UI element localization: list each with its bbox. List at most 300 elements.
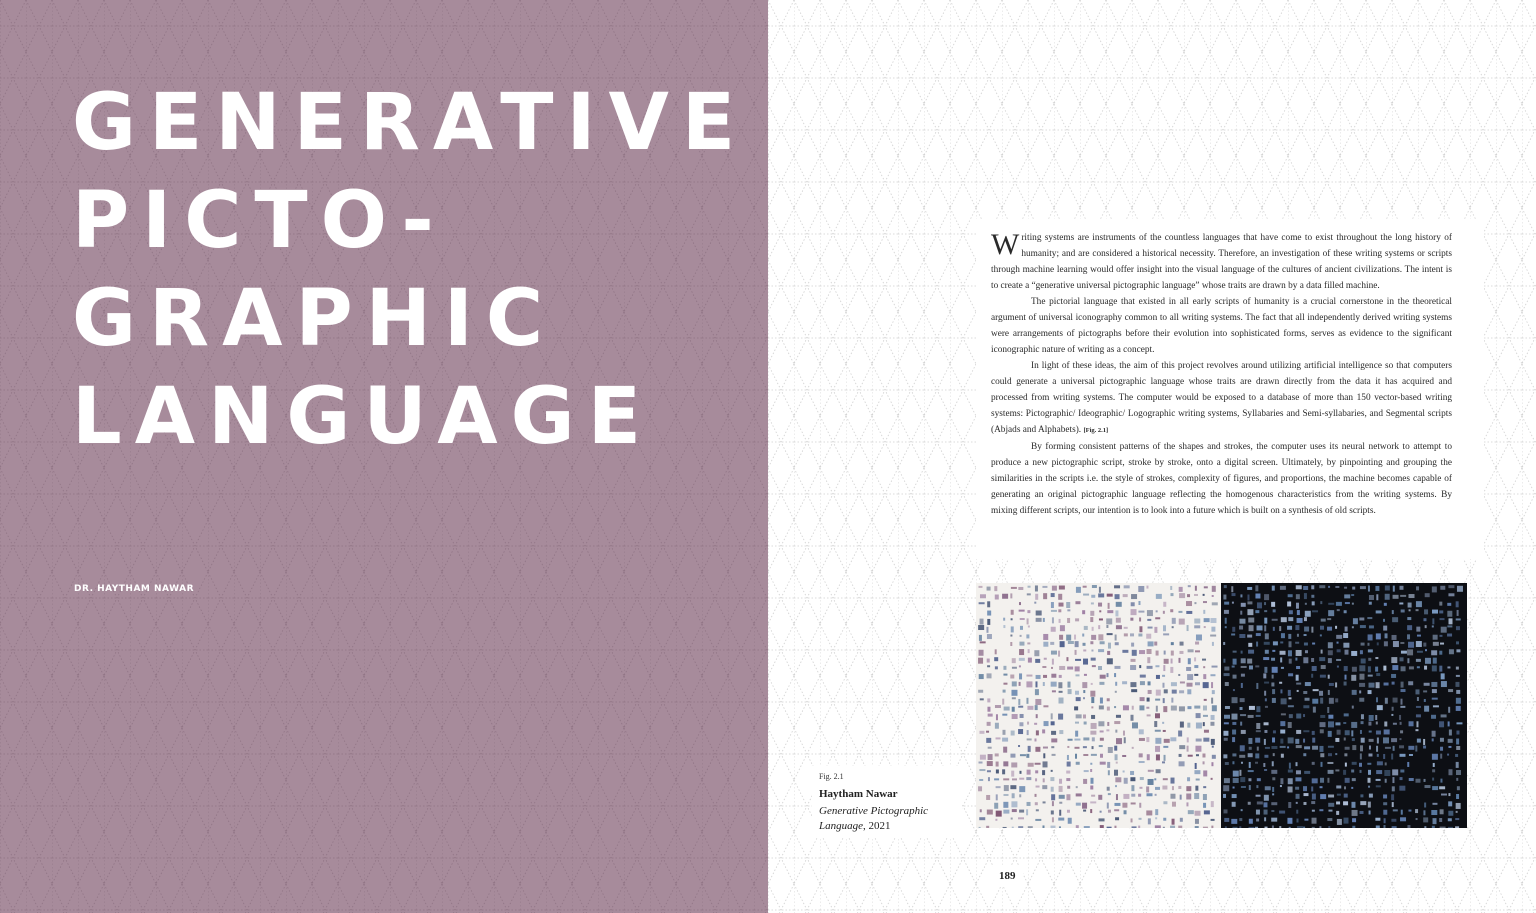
glyph-texture-mark [1289, 641, 1292, 647]
glyph-texture-mark [1019, 602, 1021, 605]
glyph-texture-mark [1148, 641, 1154, 646]
glyph-texture-mark [1456, 778, 1458, 781]
article-body [991, 230, 1452, 519]
glyph-texture-mark [1171, 682, 1177, 686]
glyph-texture-mark [1368, 753, 1372, 756]
glyph-texture-mark [1114, 666, 1120, 669]
glyph-texture-mark [1090, 611, 1094, 616]
glyph-texture-mark [1100, 641, 1105, 644]
glyph-texture-mark [1296, 585, 1302, 589]
glyph-texture-mark [1224, 778, 1230, 783]
glyph-texture-mark [1368, 586, 1370, 592]
glyph-texture-mark [1059, 810, 1061, 816]
glyph-texture-mark [1279, 626, 1281, 631]
glyph-texture-mark [979, 602, 985, 604]
glyph-texture-mark [1271, 602, 1275, 607]
glyph-texture-mark [1139, 729, 1144, 734]
glyph-texture-mark [1036, 809, 1039, 811]
glyph-texture-mark [1303, 691, 1307, 694]
glyph-texture-mark [1124, 737, 1126, 743]
glyph-texture-mark [980, 755, 986, 760]
glyph-texture-mark [986, 795, 990, 800]
glyph-texture-mark [1026, 809, 1028, 815]
glyph-texture-mark [1130, 665, 1136, 670]
glyph-texture-mark [1327, 618, 1331, 620]
glyph-texture-mark [1232, 730, 1236, 735]
glyph-texture-mark [1092, 627, 1094, 631]
glyph-texture-mark [1212, 690, 1215, 694]
glyph-texture-mark [1424, 785, 1430, 788]
glyph-texture-mark [1329, 698, 1334, 704]
glyph-texture-mark [1416, 721, 1418, 727]
glyph-texture-mark [1107, 633, 1113, 635]
glyph-texture-mark [1051, 610, 1057, 612]
glyph-texture-mark [986, 731, 989, 733]
glyph-texture-mark [1263, 802, 1267, 807]
glyph-texture-mark [1035, 585, 1038, 591]
glyph-texture-mark [1082, 610, 1085, 614]
glyph-texture-mark [1407, 617, 1411, 620]
caption-year: , 2021 [863, 820, 891, 832]
glyph-texture-mark [1352, 762, 1357, 765]
glyph-texture-mark [1408, 810, 1411, 812]
glyph-texture-mark [1369, 602, 1372, 605]
glyph-texture-mark [1170, 737, 1176, 741]
glyph-texture-mark [1122, 755, 1126, 757]
article-title [72, 74, 748, 466]
glyph-texture-mark [1239, 818, 1242, 821]
glyph-texture-mark [979, 650, 984, 656]
glyph-texture-mark [1034, 602, 1036, 604]
glyph-texture-mark [1091, 602, 1094, 604]
glyph-texture-mark [1124, 810, 1127, 814]
glyph-texture-mark [1003, 683, 1007, 685]
glyph-texture-mark [1172, 819, 1175, 825]
glyph-texture-mark [1296, 714, 1301, 719]
glyph-texture-mark [1090, 785, 1093, 789]
glyph-texture-mark [1155, 825, 1161, 828]
glyph-texture-mark [996, 737, 1001, 739]
glyph-texture-mark [1179, 754, 1182, 757]
glyph-texture-mark [1026, 675, 1032, 677]
glyph-texture-mark [1319, 585, 1325, 588]
glyph-texture-mark [1241, 683, 1243, 688]
glyph-texture-mark [1312, 762, 1315, 765]
glyph-texture-mark [1091, 723, 1097, 729]
glyph-texture-mark [1122, 650, 1128, 653]
glyph-texture-mark [1050, 777, 1054, 781]
glyph-texture-mark [1255, 665, 1259, 667]
glyph-texture-mark [1439, 721, 1444, 727]
glyph-texture-mark [1231, 586, 1233, 592]
glyph-texture-mark [1044, 721, 1049, 726]
glyph-texture-mark [1249, 625, 1254, 631]
glyph-texture-mark [1084, 674, 1087, 676]
glyph-texture-mark [995, 723, 999, 729]
glyph-texture-mark [1067, 762, 1071, 767]
glyph-texture-mark [1320, 762, 1322, 767]
glyph-texture-mark [1154, 642, 1157, 646]
glyph-texture-mark [1393, 723, 1397, 725]
glyph-texture-mark [1232, 697, 1238, 703]
glyph-texture-mark [1400, 706, 1405, 708]
glyph-texture-mark [1002, 769, 1005, 774]
glyph-texture-mark [1431, 810, 1437, 815]
glyph-texture-mark [1223, 642, 1225, 645]
glyph-texture-mark [1448, 721, 1450, 726]
glyph-texture-mark [1392, 665, 1398, 670]
glyph-texture-mark [978, 586, 982, 588]
glyph-texture-mark [1303, 586, 1308, 590]
glyph-texture-mark [1180, 681, 1185, 683]
glyph-texture-mark [1188, 810, 1194, 814]
glyph-texture-mark [1114, 770, 1118, 776]
glyph-texture-mark [1196, 713, 1201, 718]
glyph-texture-mark [1224, 667, 1229, 671]
glyph-texture-mark [994, 586, 997, 591]
glyph-texture-mark [1090, 809, 1092, 813]
glyph-texture-mark [1424, 706, 1429, 712]
glyph-texture-mark [1154, 721, 1157, 727]
glyph-texture-mark [1163, 778, 1168, 780]
glyph-texture-mark [1328, 642, 1333, 648]
glyph-texture-mark [1130, 777, 1135, 781]
glyph-texture-mark [1239, 626, 1243, 630]
glyph-texture-mark [1312, 818, 1317, 824]
glyph-texture-mark [1447, 666, 1450, 668]
glyph-texture-mark [1002, 714, 1007, 716]
glyph-texture-mark [988, 747, 992, 749]
glyph-texture-mark [1305, 611, 1311, 617]
glyph-texture-mark [979, 827, 981, 828]
glyph-texture-mark [1203, 705, 1207, 710]
glyph-texture-mark [1131, 594, 1137, 599]
glyph-texture-mark [1179, 706, 1185, 711]
glyph-texture-mark [1367, 763, 1371, 765]
glyph-texture-mark [1059, 586, 1065, 590]
glyph-texture-mark [1280, 730, 1285, 734]
glyph-texture-mark [1335, 722, 1340, 725]
glyph-texture-mark [1224, 818, 1229, 822]
glyph-texture-mark [1456, 811, 1458, 813]
glyph-texture-mark [1304, 771, 1310, 774]
glyph-texture-mark [1391, 794, 1394, 800]
glyph-texture-mark [1139, 753, 1143, 757]
glyph-texture-mark [1361, 658, 1366, 663]
glyph-texture-mark [1328, 650, 1333, 655]
glyph-texture-mark [1092, 665, 1096, 667]
glyph-texture-mark [1367, 617, 1372, 619]
glyph-texture-mark [1194, 625, 1200, 628]
glyph-texture-mark [1440, 779, 1442, 783]
glyph-texture-mark [1018, 729, 1023, 734]
glyph-texture-mark [1344, 786, 1346, 789]
glyph-texture-mark [1305, 650, 1308, 653]
glyph-texture-mark [1224, 585, 1227, 588]
glyph-texture-mark [1107, 762, 1110, 768]
glyph-texture-mark [1225, 762, 1229, 765]
glyph-texture-mark [1224, 722, 1229, 724]
glyph-texture-mark [1391, 674, 1396, 678]
glyph-texture-mark [1028, 586, 1031, 588]
glyph-texture-mark [1090, 801, 1096, 803]
glyph-texture-mark [1432, 738, 1434, 741]
glyph-texture-mark [1247, 587, 1252, 590]
glyph-texture-mark [1239, 755, 1245, 758]
glyph-texture-mark [1352, 738, 1355, 741]
glyph-texture-mark [1027, 618, 1029, 624]
glyph-texture-mark [1376, 697, 1378, 702]
glyph-texture-mark [1441, 714, 1447, 717]
glyph-texture-mark [1288, 673, 1293, 676]
glyph-texture-mark [1272, 787, 1274, 792]
glyph-texture-mark [1313, 707, 1316, 713]
glyph-texture-mark [1156, 610, 1158, 612]
glyph-texture-mark [995, 595, 999, 600]
glyph-texture-mark [1375, 715, 1377, 720]
glyph-texture-mark [1050, 642, 1054, 645]
glyph-texture-mark [1011, 690, 1017, 696]
glyph-texture-mark [1272, 667, 1278, 673]
glyph-texture-mark [1147, 698, 1150, 702]
glyph-texture-mark [1393, 586, 1395, 592]
glyph-texture-mark [1448, 793, 1450, 796]
glyph-texture-mark [979, 769, 985, 771]
glyph-texture-mark [1067, 755, 1069, 760]
glyph-texture-mark [1240, 714, 1246, 716]
glyph-texture-mark [1265, 698, 1267, 701]
glyph-texture-mark [1147, 610, 1153, 616]
glyph-texture-mark [994, 803, 998, 809]
glyph-texture-mark [1327, 707, 1329, 713]
glyph-texture-mark [1264, 610, 1267, 612]
glyph-texture-mark [1311, 658, 1314, 662]
glyph-texture-mark [1067, 609, 1070, 611]
glyph-texture-mark [1449, 729, 1452, 735]
glyph-texture-mark [1360, 794, 1363, 797]
glyph-texture-mark [1210, 635, 1216, 637]
glyph-texture-mark [1359, 665, 1365, 671]
glyph-texture-mark [1377, 754, 1379, 757]
glyph-texture-mark [1203, 666, 1205, 668]
glyph-texture-mark [1194, 594, 1198, 596]
glyph-texture-mark [1116, 602, 1122, 607]
glyph-texture-mark [1187, 777, 1190, 781]
glyph-texture-mark [1091, 754, 1097, 756]
glyph-texture-mark [1449, 649, 1454, 654]
glyph-texture-mark [1256, 730, 1261, 732]
glyph-texture-mark [1336, 785, 1341, 788]
glyph-texture-mark [1211, 698, 1213, 704]
glyph-texture-mark [996, 762, 999, 767]
glyph-texture-mark [1393, 698, 1398, 703]
glyph-texture-mark [1170, 609, 1173, 612]
glyph-texture-mark [1264, 682, 1269, 684]
glyph-texture-mark [1058, 682, 1062, 688]
glyph-texture-mark [1090, 641, 1093, 644]
glyph-texture-mark [1415, 689, 1419, 694]
glyph-texture-mark [1248, 770, 1254, 772]
glyph-texture-mark [1051, 731, 1056, 735]
glyph-texture-mark [1083, 754, 1088, 756]
glyph-texture-mark [1401, 609, 1405, 612]
glyph-texture-mark [1401, 651, 1407, 654]
glyph-texture-mark [1296, 650, 1302, 656]
glyph-texture-mark [1288, 786, 1293, 792]
glyph-texture-mark [1223, 731, 1228, 736]
glyph-texture-mark [1249, 762, 1251, 768]
glyph-texture-mark [1225, 626, 1227, 628]
glyph-texture-mark [1256, 715, 1261, 717]
glyph-texture-mark [996, 714, 998, 720]
glyph-texture-mark [1115, 610, 1118, 616]
glyph-texture-mark [1130, 633, 1134, 636]
glyph-texture-mark [1172, 802, 1176, 807]
glyph-texture-mark [1297, 610, 1300, 615]
glyph-texture-mark [1010, 754, 1015, 758]
glyph-texture-mark [1457, 586, 1463, 592]
glyph-texture-mark [1280, 586, 1286, 590]
glyph-texture-mark [1248, 738, 1252, 744]
glyph-texture-mark [1423, 810, 1425, 815]
glyph-texture-mark [1280, 651, 1286, 655]
glyph-texture-mark [1187, 594, 1190, 597]
glyph-texture-mark [1059, 603, 1064, 607]
glyph-texture-mark [1195, 763, 1197, 769]
glyph-texture-mark [1376, 721, 1378, 724]
glyph-texture-mark [1360, 625, 1366, 628]
glyph-texture-mark [1099, 610, 1101, 612]
glyph-texture-mark [1409, 754, 1413, 756]
glyph-texture-mark [1304, 746, 1310, 749]
glyph-texture-mark [995, 666, 998, 669]
glyph-texture-mark [1368, 778, 1371, 783]
glyph-texture-mark [1106, 673, 1108, 677]
glyph-texture-mark [1051, 738, 1057, 742]
glyph-texture-mark [1210, 722, 1214, 726]
glyph-texture-mark [1018, 587, 1023, 590]
glyph-texture-mark [1240, 745, 1245, 751]
glyph-texture-mark [1241, 786, 1246, 788]
glyph-texture-mark [1100, 730, 1104, 732]
glyph-texture-mark [1139, 705, 1144, 710]
glyph-texture-mark [1368, 649, 1373, 652]
glyph-texture-mark [1287, 626, 1292, 630]
glyph-texture-mark [1083, 714, 1086, 718]
glyph-texture-mark [1138, 611, 1144, 613]
glyph-texture-mark [1400, 642, 1404, 644]
glyph-texture-mark [1319, 809, 1323, 811]
glyph-texture-mark [1304, 617, 1307, 621]
glyph-texture-mark [987, 659, 990, 663]
glyph-texture-mark [1272, 793, 1274, 795]
glyph-texture-mark [1091, 715, 1095, 719]
glyph-texture-mark [979, 731, 984, 734]
glyph-texture-mark [1147, 754, 1150, 760]
glyph-texture-mark [980, 641, 986, 643]
glyph-texture-mark [1003, 810, 1009, 814]
glyph-texture-mark [1385, 594, 1390, 600]
glyph-texture-mark [1328, 731, 1332, 737]
glyph-texture-mark [1212, 642, 1214, 646]
glyph-texture-mark [1409, 721, 1414, 726]
glyph-texture-mark [1369, 625, 1374, 628]
glyph-texture-mark [1263, 673, 1266, 678]
glyph-texture-mark [1361, 643, 1365, 646]
glyph-texture-mark [1083, 659, 1088, 665]
glyph-texture-mark [1058, 594, 1062, 600]
glyph-texture-mark [1343, 801, 1348, 805]
glyph-texture-mark [1448, 585, 1454, 588]
glyph-texture-mark [1115, 691, 1117, 693]
glyph-texture-mark [1432, 769, 1435, 772]
glyph-texture-mark [1448, 818, 1452, 821]
glyph-texture-mark [1296, 594, 1300, 599]
title-line-4: LANGUAGE [72, 372, 654, 462]
glyph-texture-mark [1179, 587, 1183, 592]
glyph-texture-mark [1344, 818, 1349, 824]
glyph-texture-mark [1092, 737, 1095, 741]
glyph-texture-mark [1052, 586, 1057, 591]
glyph-texture-mark [1328, 826, 1330, 828]
glyph-texture-mark [1179, 761, 1185, 766]
glyph-texture-mark [1425, 593, 1430, 597]
glyph-texture-mark [1288, 770, 1293, 773]
glyph-texture-mark [1343, 633, 1348, 638]
glyph-texture-mark [980, 594, 986, 598]
glyph-texture-mark [1082, 634, 1084, 637]
glyph-texture-mark [1417, 739, 1421, 743]
glyph-texture-mark [1196, 739, 1202, 742]
glyph-texture-mark [1232, 802, 1236, 807]
glyph-texture-mark [994, 778, 999, 780]
glyph-texture-mark [1091, 795, 1095, 797]
glyph-texture-mark [1432, 618, 1434, 624]
glyph-texture-mark [1131, 609, 1137, 615]
glyph-texture-mark [1351, 651, 1357, 656]
glyph-texture-mark [1116, 625, 1122, 629]
glyph-texture-mark [1042, 825, 1044, 828]
glyph-texture-mark [1249, 819, 1253, 824]
glyph-texture-mark [1130, 682, 1136, 687]
glyph-texture-mark [1123, 594, 1128, 597]
glyph-texture-mark [1383, 626, 1387, 631]
glyph-texture-mark [987, 722, 991, 726]
glyph-texture-mark [1359, 683, 1365, 687]
glyph-texture-mark [1003, 690, 1006, 693]
glyph-texture-mark [1075, 747, 1080, 749]
glyph-texture-mark [1432, 754, 1438, 760]
glyph-texture-mark [1155, 617, 1160, 619]
glyph-texture-mark [1225, 706, 1230, 709]
glyph-texture-mark [978, 658, 983, 664]
glyph-texture-mark [1319, 657, 1325, 661]
glyph-texture-mark [1272, 689, 1275, 694]
glyph-texture-mark [1376, 610, 1382, 613]
glyph-texture-mark [1328, 690, 1330, 695]
glyph-texture-mark [1304, 819, 1308, 821]
glyph-texture-mark [1114, 706, 1116, 708]
glyph-texture-mark [1352, 706, 1354, 709]
glyph-texture-mark [1295, 787, 1299, 790]
glyph-texture-mark [1067, 810, 1070, 813]
glyph-texture-mark [1439, 635, 1442, 637]
glyph-texture-mark [1383, 825, 1385, 828]
figure-label: Fig. 2.1 [819, 772, 844, 781]
glyph-texture-mark [1212, 595, 1214, 597]
glyph-texture-mark [1385, 779, 1387, 783]
glyph-texture-mark [1320, 675, 1326, 678]
